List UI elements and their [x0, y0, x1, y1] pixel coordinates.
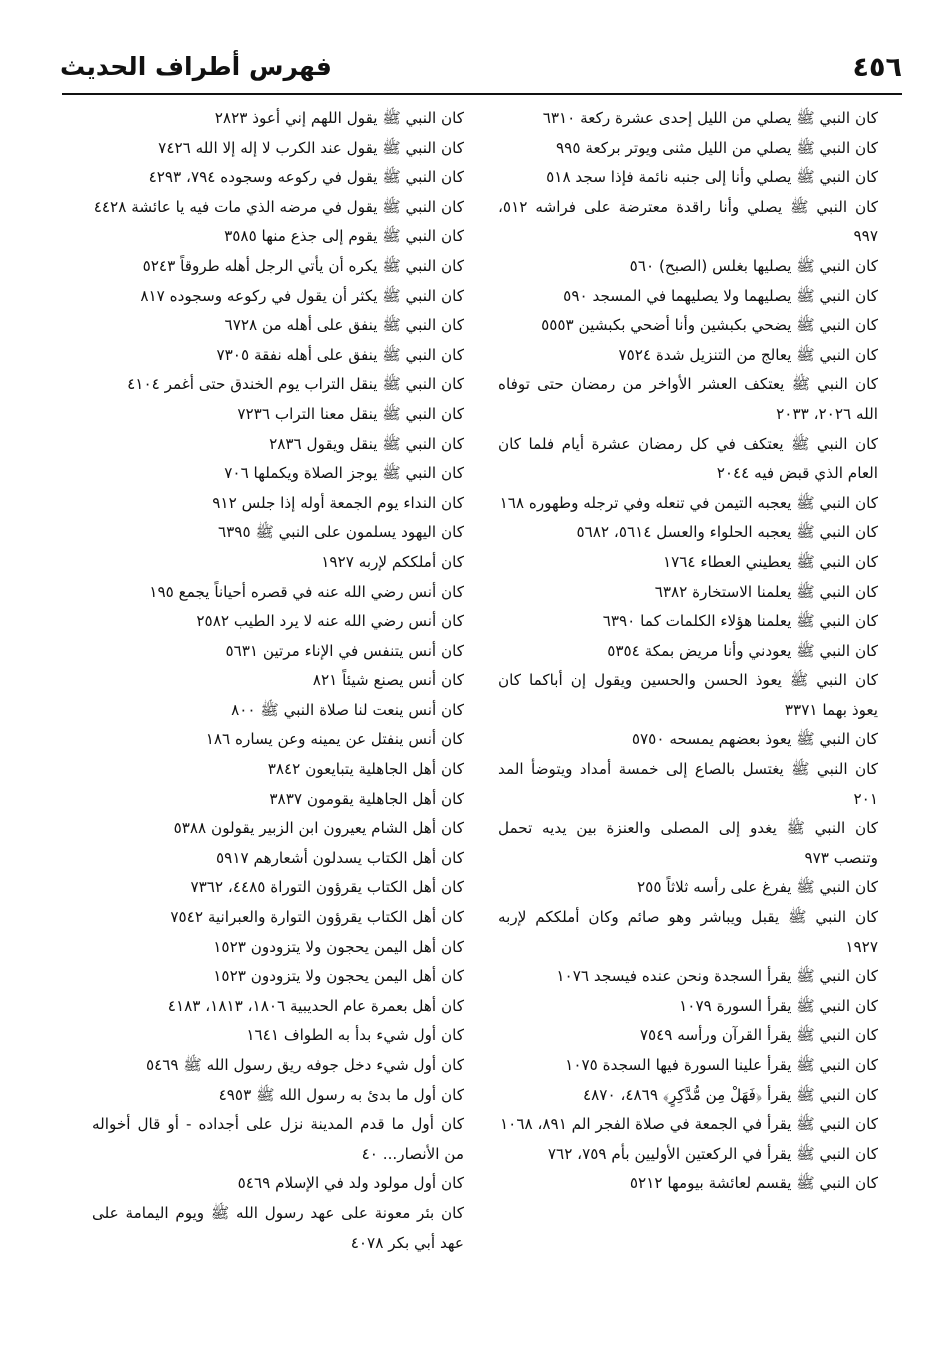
- index-entry: كان النبي ﷺ يصليها بغلس (الصبح) ٥٦٠: [629, 256, 878, 275]
- index-entry: كان النبي ﷺ يقسم لعائشة بيومها ٥٢١٢: [629, 1174, 878, 1193]
- index-entry: كان النداء يوم الجمعة أوله إذا جلس ٩١٢: [212, 493, 464, 512]
- index-entry: كان النبي ﷺ يكره أن يأتي الرجل أهله طروقاً ٥٢٤٣: [142, 256, 464, 275]
- index-entry: كان أول ما قدم المدينة نزل على أجداده - أو قال أخواله من الأنصار... ٤٠: [92, 1115, 464, 1163]
- left-column: [92, 104, 464, 1258]
- index-entry: كان النبي ﷺ يعودني وأنا مريض بمكة ٥٣٥٤: [607, 641, 878, 660]
- index-entry: كان النبي ﷺ يقوم إلى جذع منها ٣٥٨٥: [224, 227, 464, 246]
- index-entry: كان النبي ﷺ يعوذ الحسن والحسين ويقول إن أباكما كان يعوذ بهما ٣٣٧١: [498, 671, 878, 719]
- index-entry: كان النبي ﷺ يكثر أن يقول في ركوعه وسجوده ٨١٧: [140, 286, 464, 305]
- index-entry: كان النبي ﷺ يصلي من الليل إحدى عشرة ركعة ٦٣١٠: [542, 109, 878, 127]
- index-entry: كان أهل اليمن يحجون ولا يتزودون ١٥٢٣: [213, 937, 464, 956]
- index-entry: كان النبي ﷺ يقبل ويباشر وهو صائم وكان أملككم لإربه ١٩٢٧: [498, 908, 878, 956]
- index-entry: كان أنس رضي الله عنه في قصره أحياناً يجمع ١٩٥: [149, 582, 464, 601]
- index-entry: كان النبي ﷺ يصلي من الليل مثنى ويوتر بركعة ٩٩٥: [556, 138, 878, 157]
- index-entry: كان النبي ﷺ يوجز الصلاة ويكملها ٧٠٦: [224, 464, 464, 483]
- index-entry: كان النبي ﷺ يعطيني العطاء ١٧٦٤: [662, 552, 878, 571]
- index-entry: كان النبي ﷺ يقرأ في الجمعة في صلاة الفجر الم ٨٩١، ١٠٦٨: [500, 1115, 878, 1134]
- index-entry: كان النبي ﷺ يقرأ علينا السورة فيها السجدة ١٠٧٥: [565, 1056, 878, 1074]
- index-entry: كان النبي ﷺ ينفق على أهله من ٦٧٢٨: [224, 316, 464, 335]
- index-entry: كان أول شيء دخل جوفه ريق رسول الله ﷺ ٥٤٦٩: [145, 1056, 464, 1074]
- index-entry: كان النبي ﷺ يقرأ ﴿فَهَلْ مِن مُّدَّكِرٍ﴾ ٤٨٦٩، ٤٨٧٠: [582, 1085, 878, 1104]
- index-entry: كان أهل الكتاب يقرؤون التوراة ٤٤٨٥، ٧٣٦٢: [190, 878, 464, 897]
- index-entry: كان اليهود يسلمون على النبي ﷺ ٦٣٩٥: [217, 523, 464, 542]
- index-entry: كان بئر معونة على عهد رسول الله ﷺ ويوم اليمامة على عهد أبي بكر ٤٠٧٨: [92, 1203, 464, 1252]
- index-entry: كان النبي ﷺ يعوذ بعضهم يمسحه ٥٧٥٠: [631, 730, 878, 749]
- index-entry: كان أنس ينعت لنا صلاة النبي ﷺ ٨٠٠: [231, 700, 464, 719]
- index-entry: كان أنس ينفتل عن يمينه وعن يساره ١٨٦: [205, 730, 464, 749]
- index-entry: كان النبي ﷺ يعجبه الحلواء والعسل ٥٦١٤، ٥٦٨٢: [576, 523, 878, 542]
- index-entry: كان النبي ﷺ يقرأ في الركعتين الأوليين بأم ٧٥٩، ٧٦٢: [547, 1144, 878, 1163]
- index-entry: كان أهل الكتاب يسدلون أشعارهم ٥٩١٧: [216, 848, 464, 867]
- index-entry: كان النبي ﷺ يغتسل بالصاع إلى خمسة أمداد ويتوضأ المد ٢٠١: [498, 760, 878, 808]
- index-entry: كان أنس يصنع شيئاً ٨٢١: [312, 671, 464, 690]
- index-title: فهرس أطراف الحديث: [60, 52, 332, 81]
- index-entry: كان النبي ﷺ يعلمنا هؤلاء الكلمات كما ٦٣٩٠: [602, 612, 878, 631]
- index-entry: كان أنس رضي الله عنه لا يرد الطيب ٢٥٨٢: [196, 612, 464, 631]
- index-entry: كان أهل الكتاب يقرؤون التوارة والعبرانية ٧٥٤٢: [170, 908, 464, 927]
- index-entry: كان النبي ﷺ يغدو إلى المصلى والعنزة بين يديه تحمل وتنصب ٩٧٣: [498, 819, 878, 867]
- index-entry: كان النبي ﷺ يصلي وأنا إلى جنبه نائمة فإذا سجد ٥١٨: [546, 168, 878, 187]
- right-column: [498, 104, 878, 1199]
- index-entry: كان النبي ﷺ يفرغ على رأسه ثلاثاً ٢٥٥: [637, 878, 878, 897]
- index-entry: كان النبي ﷺ ينقل ويقول ٢٨٣٦: [269, 434, 464, 453]
- index-entry: كان النبي ﷺ يصلي وأنا راقدة معترضة على فراشه ٥١٢، ٩٩٧: [498, 197, 878, 246]
- index-entry: كان النبي ﷺ يقرأ القرآن ورأسه ٧٥٤٩: [639, 1026, 878, 1045]
- index-entry: كان النبي ﷺ يصليهما ولا يصليهما في المسجد ٥٩٠: [563, 286, 878, 305]
- index-entry: كان النبي ﷺ يعالج من التنزيل شدة ٧٥٢٤: [618, 345, 878, 364]
- index-entry: كان أنس يتنفس في الإناء مرتين ٥٦٣١: [225, 641, 464, 660]
- index-entry: كان أهل الجاهلية يقومون ٣٨٣٧: [269, 789, 464, 808]
- index-entry: كان النبي ﷺ يعلمنا الاستخارة ٦٣٨٢: [654, 582, 878, 601]
- index-entry: كان النبي ﷺ ينقل التراب يوم الخندق حتى أغمر ٤١٠٤: [127, 375, 464, 394]
- index-entry: كان أول ما بدئ به رسول الله ﷺ ٤٩٥٣: [218, 1085, 464, 1104]
- index-entry: كان النبي ﷺ يقرأ السورة ١٠٧٩: [679, 996, 878, 1015]
- index-entry: كان النبي ﷺ يقول في مرضه الذي مات فيه يا عائشة ٤٤٢٨: [93, 197, 464, 216]
- index-entry: كان النبي ﷺ يعتكف في كل رمضان عشرة أيام فلما كان العام الذي قبض فيه ٢٠٤٤: [498, 434, 878, 483]
- index-entry: كان أهل الجاهلية يتبايعون ٣٨٤٢: [267, 760, 464, 779]
- index-entry: كان النبي ﷺ يضحي بكبشين وأنا أضحي بكبشين ٥٥٥٣: [541, 316, 878, 335]
- index-entry: كان أول مولود ولد في الإسلام ٥٤٦٩: [237, 1174, 464, 1193]
- index-entry: كان النبي ﷺ يقول اللهم إني أعوذ ٢٨٢٣: [214, 109, 464, 127]
- index-entry: كان النبي ﷺ ينقل معنا التراب ٧٢٣٦: [237, 404, 464, 423]
- page-header: [60, 52, 902, 92]
- index-entry: كان النبي ﷺ يقول في ركوعه وسجوده ٧٩٤، ٤٢٩٣: [148, 168, 464, 187]
- index-entry: كان أهل بعمرة عام الحديبية ١٨٠٦، ١٨١٣، ٤١٨٣: [167, 996, 464, 1015]
- index-entry: كان النبي ﷺ يقرأ السجدة ونحن عنده فيسجد ١٠٧٦: [556, 967, 878, 986]
- index-entry: كان النبي ﷺ يعتكف العشر الأواخر من رمضان حتى توفاه الله ٢٠٢٦، ٢٠٣٣: [498, 375, 878, 423]
- index-entry: كان النبي ﷺ ينفق على أهله نفقة ٧٣٠٥: [216, 345, 464, 364]
- index-entry: كان أهل اليمن يحجون ولا يتزودون ١٥٢٣: [213, 967, 464, 986]
- page-number: ٤٥٦: [852, 52, 902, 83]
- header-divider: [62, 93, 902, 95]
- index-entry: كان أهل الشام يعيرون ابن الزبير يقولون ٥٣٨٨: [173, 819, 464, 838]
- index-entry: كان أول شيء بدأ به الطواف ١٦٤١: [246, 1026, 464, 1045]
- index-entry: كان النبي ﷺ يعجبه التيمن في تنعله وفي ترجله وطهوره ١٦٨: [499, 493, 878, 512]
- index-entry: كان النبي ﷺ يقول عند الكرب لا إله إلا الله ٧٤٢٦: [158, 138, 464, 157]
- index-entry: كان أملككم لإربه ١٩٢٧: [321, 552, 464, 571]
